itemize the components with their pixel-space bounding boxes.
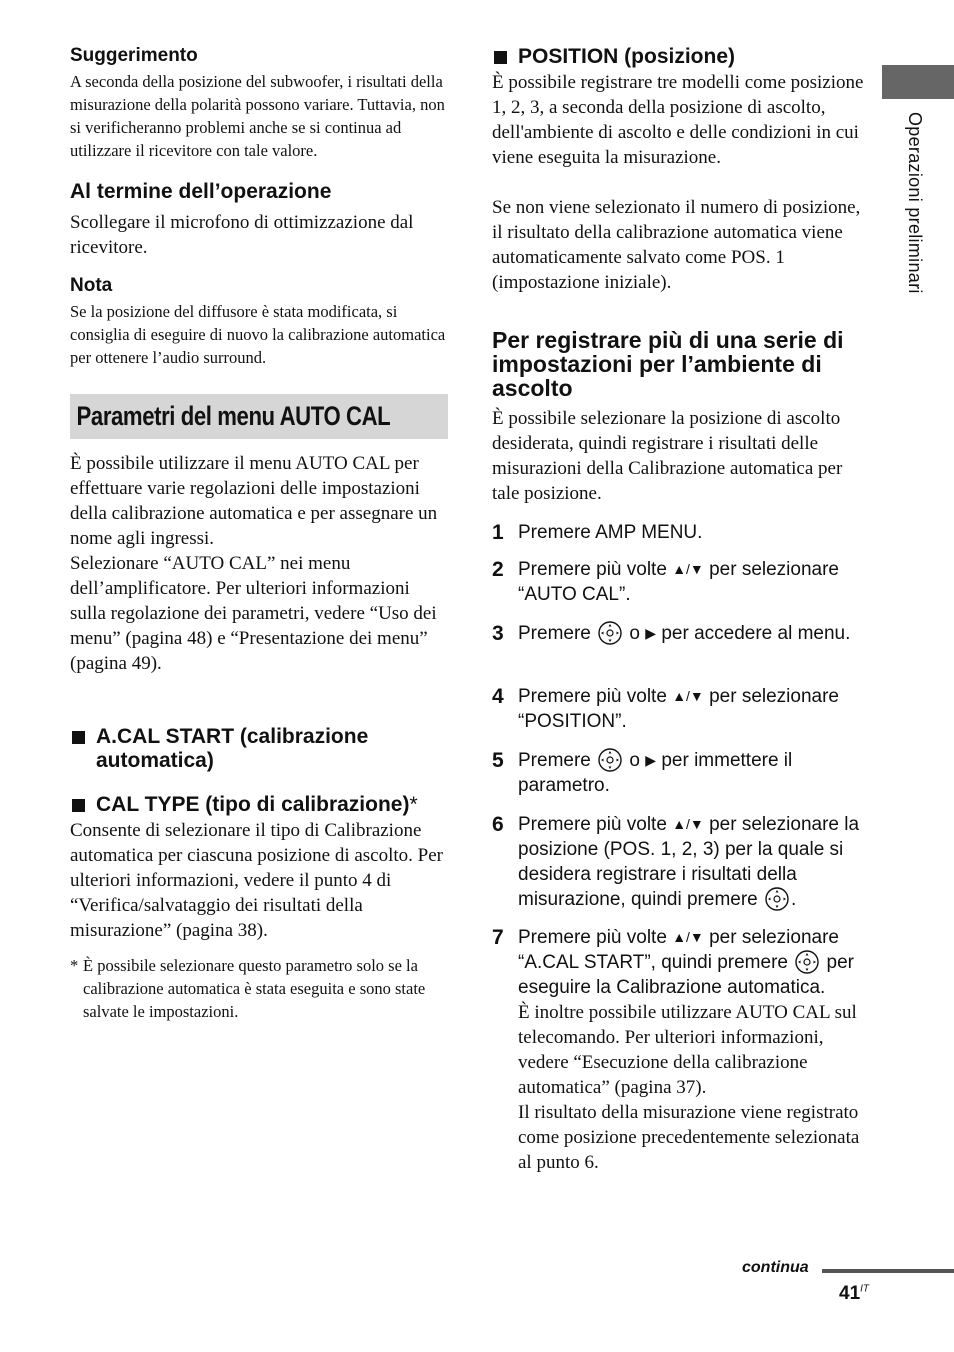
up-down-arrow-icon: ▲/▼ — [672, 816, 704, 832]
position-text-2: Se non viene selezionato il numero di posizione, il risultato della calibrazione automatica viene automaticamente salvato come POS. 1 (impostazione iniziale). — [492, 197, 861, 293]
continued-label: continua — [742, 1259, 809, 1276]
intro-text: È possibile utilizzare il menu AUTO CAL per effettuare varie regolazioni delle impostazioni della calibrazione automatica e per assegnare un nome agli ingressi. — [70, 453, 438, 549]
acal-heading: A.CAL START (calibrazione automatica) — [70, 725, 450, 773]
square-bullet-icon — [72, 799, 85, 812]
enter-button-icon — [765, 887, 789, 911]
up-down-arrow-icon: ▲/▼ — [672, 929, 704, 945]
step-1: 1 Premere AMP MENU. — [492, 521, 703, 544]
position-text: È possibile registrare tre modelli come posizione 1, 2, 3, a seconda della posizione di ascolto, dell'ambiente di ascolto e delle condizioni in cui viene eseguita la misurazione. — [492, 72, 864, 168]
caltype-star: * — [409, 793, 418, 816]
section-title: Parametri del menu AUTO CAL — [76, 401, 391, 431]
footnote-text: È possibile selezionare questo parametro solo se la calibrazione automatica è stata eseguita e sono state salvate le impostazioni. — [83, 956, 426, 1021]
note-text: Se la posizione del diffusore è stata modificata, si consiglia di eseguire di nuovo la calibrazione automatica per ottenere l’audio surround. — [70, 302, 446, 367]
multi-heading: Per registrare più di una serie di impostazioni per l’ambiente di ascolto — [492, 327, 844, 401]
step-2: 2 Premere più volte ▲/▼ per selezionare “AUTO CAL”. — [492, 558, 839, 605]
end-heading: Al termine dell’operazione — [70, 180, 332, 203]
step-7-note: È inoltre possibile utilizzare AUTO CAL sul telecomando. Per ulteriori informazioni, vedere “Esecuzione della calibrazione automatica” (pagina 37). — [518, 1002, 857, 1098]
intro-text-2: Selezionare “AUTO CAL” nei menu dell’amplificatore. Per ulteriori informazioni sulla regolazione dei parametri, vedere “Uso dei menu” (pagina 48) e “Presentazione dei menu” (pagina 49). — [70, 553, 437, 674]
section-banner — [70, 394, 448, 439]
section-tab — [882, 65, 954, 99]
step-5: 5 Premere o ▶ per immettere il parametro. — [492, 749, 793, 796]
up-down-arrow-icon: ▲/▼ — [672, 561, 704, 577]
step-7-note-2: Il risultato della misurazione viene registrato come posizione precedentemente selezionata al punto 6. — [518, 1102, 860, 1173]
square-bullet-icon — [72, 731, 85, 744]
footer-line — [822, 1269, 954, 1273]
end-text: Scollegare il microfono di ottimizzazione dal ricevitore. — [70, 212, 414, 258]
step-3: 3 Premere o ▶ per accedere al menu. — [492, 622, 851, 645]
square-bullet-icon — [494, 51, 507, 64]
tip-heading: Suggerimento — [70, 45, 198, 66]
right-arrow-icon: ▶ — [645, 625, 657, 641]
footnote-star: * — [70, 956, 79, 975]
enter-button-icon — [598, 621, 622, 645]
step-6: 6 Premere più volte ▲/▼ per selezionare la posizione (POS. 1, 2, 3) per la quale si desidera registrare i risultati della misurazione, quindi premere . — [492, 813, 860, 910]
multi-text: È possibile selezionare la posizione di ascolto desiderata, quindi registrare i risultati delle misurazioni della Calibrazione automatica per tale posizione. — [492, 408, 843, 504]
up-down-arrow-icon: ▲/▼ — [672, 688, 704, 704]
caltype-text: Consente di selezionare il tipo di Calibrazione automatica per ciascuna posizione di ascolto. Per ulteriori informazioni, vedere il punto 4 di “Verifica/salvataggio dei risultati della misurazione” (pagina 38). — [70, 820, 444, 941]
side-label: Operazioni preliminari — [905, 112, 925, 294]
tip-text: A seconda della posizione del subwoofer, i risultati della misurazione della polarità possono variare. Tuttavia, non si verificheranno problemi anche se si continua ad utilizzare il ricevitore con tale valore. — [70, 72, 445, 160]
right-arrow-icon: ▶ — [645, 752, 657, 768]
footnote — [70, 954, 450, 1023]
position-heading: POSITION (posizione) — [492, 45, 872, 69]
note-heading: Nota — [70, 275, 113, 296]
enter-button-icon — [598, 748, 622, 772]
caltype-heading: CAL TYPE (tipo di calibrazione)* — [70, 793, 460, 817]
enter-button-icon — [795, 950, 819, 974]
page-number: $41^{IT}$ — [839, 1283, 870, 1304]
step-7: 7 Premere più volte ▲/▼ per selezionare “A.CAL START”, quindi premere per eseguire la Calibrazione automatica. È inoltre possibile utilizzare AUTO CAL sul telecomando. Per ulteriori informazioni, vedere “Esecuzione della calibrazione automatica” (pagina 37). Il risultato della misurazione viene registrato come posizione precedentemente selezionata al punto 6. — [492, 925, 872, 1175]
step-4: 4 Premere più volte ▲/▼ per selezionare “POSITION”. — [492, 685, 839, 732]
